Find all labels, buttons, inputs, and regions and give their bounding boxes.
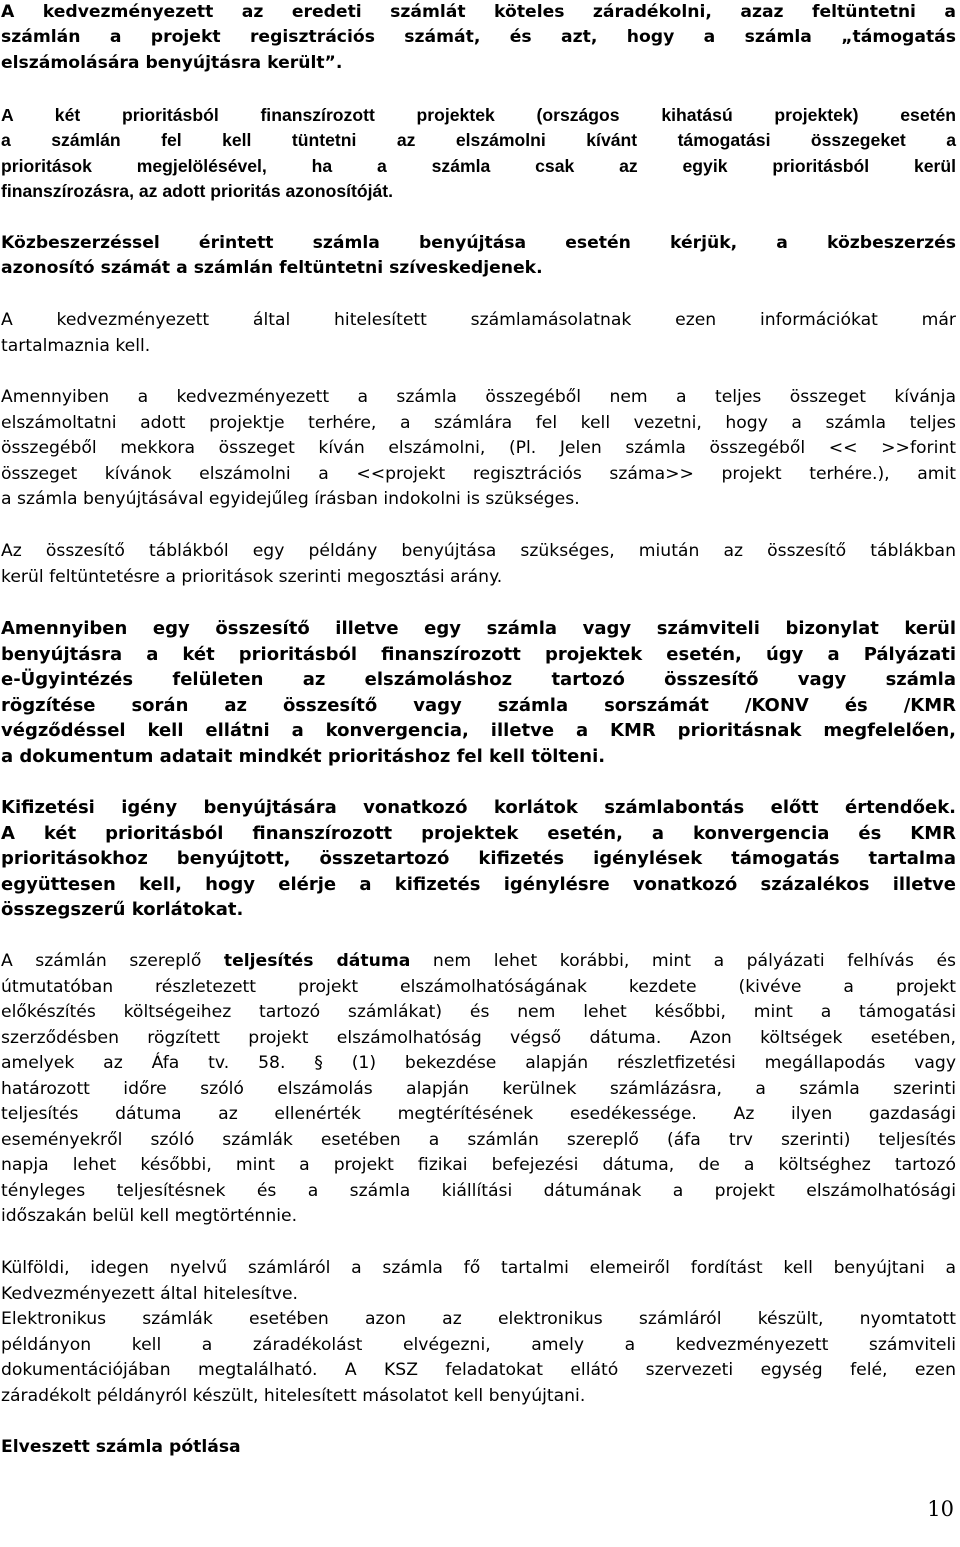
paragraph-e-administration [1,616,956,769]
text-line: A két prioritásból finanszírozott projektek esetén, a konvergencia és KMR [1,822,956,844]
text-line: Amennyiben a kedvezményezett a számla összegéből nem a teljes összeget kívánja [1,387,956,407]
text-segment: nem lehet korábbi, mint a pályázati felhívás és [410,951,956,971]
text-line: benyújtásra a két prioritásból finanszírozott projektek esetén, úgy a Pályázati [1,643,956,665]
text-line: Kifizetési igény benyújtására vonatkozó korlátok számlabontás előtt értendőek. [1,797,956,818]
text-line: elszámoltatni adott projektje terhére, a számlára fel kell vezetni, hogy a számla teljes [1,412,956,433]
text-line: A kedvezményezett az eredeti számlát köteles záradékolni, azaz feltüntetni a [1,2,956,22]
text-line: finanszírozásra, az adott prioritás azonosítóját. [1,180,394,201]
text-line [1,949,956,975]
text-line: összeget kívánok elszámolni a <<projekt regisztrációs száma>> projekt terhére.), amit [1,463,956,484]
text-line: példányon kell a záradékolást elvégezni, amely a kedvezményezett számviteli [1,1334,956,1355]
text-line: prioritások megjelölésével, ha a számla csak az egyik prioritásból kerül [1,155,956,176]
text-line: dokumentációjában megtalálható. A KSZ feladatokat ellátó szervezeti egység felé, ezen [1,1360,956,1380]
paragraph-summary-tables [1,539,956,590]
text-line: azonosító számát a számlán feltüntetni szíveskedjenek. [1,258,543,279]
text-line: záradékolt példányról készült, hitelesített másolatot kell benyújtani. [1,1385,586,1406]
page-number: 10 [927,1497,954,1521]
paragraph-payment-limits [1,795,956,923]
text-line: prioritásokhoz benyújtott, összetartozó kifizetés igénylések támogatás tartalma [1,848,956,869]
text-line: összegéből mekkora összeget kíván elszámolni, (Pl. Jelen számla összegéből << >>forint [1,438,956,458]
text-line: szerződésben rögzített projekt elszámolhatóság végső dátuma. Azon költségek esetében, [1,1027,956,1048]
text-line: együttesen kell, hogy elérje a kifizetés igénylésre vonatkozó százalékos illetve [1,873,956,895]
text-line: tartalmaznia kell. [1,335,151,356]
heading-lost-invoice: Elveszett számla pótlása [1,1437,241,1457]
text-line: végződéssel kell ellátni a konvergencia, illetve a KMR prioritásnak megfelelően, [1,720,956,741]
text-segment: A számlán szereplő [1,951,224,971]
text-line: kerül feltüntetésre a prioritások szerinti megosztási arány. [1,566,503,587]
paragraph-completion-date [1,949,956,1230]
text-line: Amennyiben egy összesítő illetve egy számla vagy számviteli bizonylat kerül [1,618,956,639]
text-line: amelyek az Áfa tv. 58. § (1) bekezdése alapján részletfizetési megállapodás vagy [1,1053,956,1073]
text-line: teljesítés dátuma az ellenérték megtérítésének esedékessége. Az ilyen gazdasági [1,1104,956,1124]
text-line: összegszerű korlátokat. [1,899,244,920]
text-line: a dokumentum adatait mindkét prioritáshoz fel kell tölteni. [1,745,606,767]
text-line: a számlán fel kell tüntetni az elszámolni kívánt támogatási összegeket a [1,130,956,151]
paragraph-foreign-language [1,1256,956,1307]
text-line: Az összesítő táblákból egy példány benyújtása szükséges, miután az összesítő táblákban [1,541,956,561]
paragraph-partial-amount [1,385,956,513]
text-line: időszakán belül kell megtörténnie. [1,1206,298,1226]
completion-date-emphasis: teljesítés dátuma [223,951,411,971]
text-line: útmutatóban részletezett projekt elszámolhatóságának kezdete (kivéve a projekt [1,976,956,997]
text-line: határozott időre szóló elszámolás alapján kerülnek számlázásra, a számla szerinti [1,1078,956,1099]
text-line: A két prioritásból finanszírozott projektek (országos kihatású projektek) esetén [1,105,956,125]
text-line: eseményekről szóló számlák esetében a számlán szereplő (áfa trv szerinti) teljesítés [1,1129,956,1150]
text-line: napja lehet későbbi, mint a projekt fizikai befejezési dátuma, de a költséghez tartozó [1,1155,956,1175]
text-line: Közbeszerzéssel érintett számla benyújtása esetén kérjük, a közbeszerzés [1,233,956,253]
text-line: rögzítése során az összesítő vagy számla sorszámát /KONV és /KMR [1,694,956,716]
section-heading [1,1435,956,1461]
paragraph-two-priorities [1,103,956,204]
text-line: számlán a projekt regisztrációs számát, és azt, hogy a számla „támogatás [1,27,956,48]
text-line: A kedvezményezett által hitelesített számlamásolatnak ezen információkat már [1,310,956,330]
text-line: e-Ügyintézés felületen az elszámoláshoz tartozó összesítő vagy számla [1,669,956,690]
paragraph-endorsement [1,0,956,76]
text-line: Külföldi, idegen nyelvű számláról a számla fő tartalmi elemeiről fordítást kell benyújtani a [1,1258,956,1278]
paragraph-certified-copy [1,308,956,359]
paragraph-procurement [1,231,956,282]
text-line: tényleges teljesítésnek és a számla kiállítási dátumának a projekt elszámolhatósági [1,1180,956,1201]
paragraph-electronic-invoices [1,1307,956,1409]
text-line: a számla benyújtásával egyidejűleg írásban indokolni is szükséges. [1,489,580,509]
text-line: Kedvezményezett által hitelesítve. [1,1283,298,1304]
text-line: előkészítés költségeihez tartozó számlákat) és nem lehet későbbi, mint a támogatási [1,1002,956,1022]
text-line: elszámolására benyújtásra került”. [1,52,343,73]
text-line: Elektronikus számlák esetében azon az elektronikus számláról készült, nyomtatott [1,1309,956,1329]
